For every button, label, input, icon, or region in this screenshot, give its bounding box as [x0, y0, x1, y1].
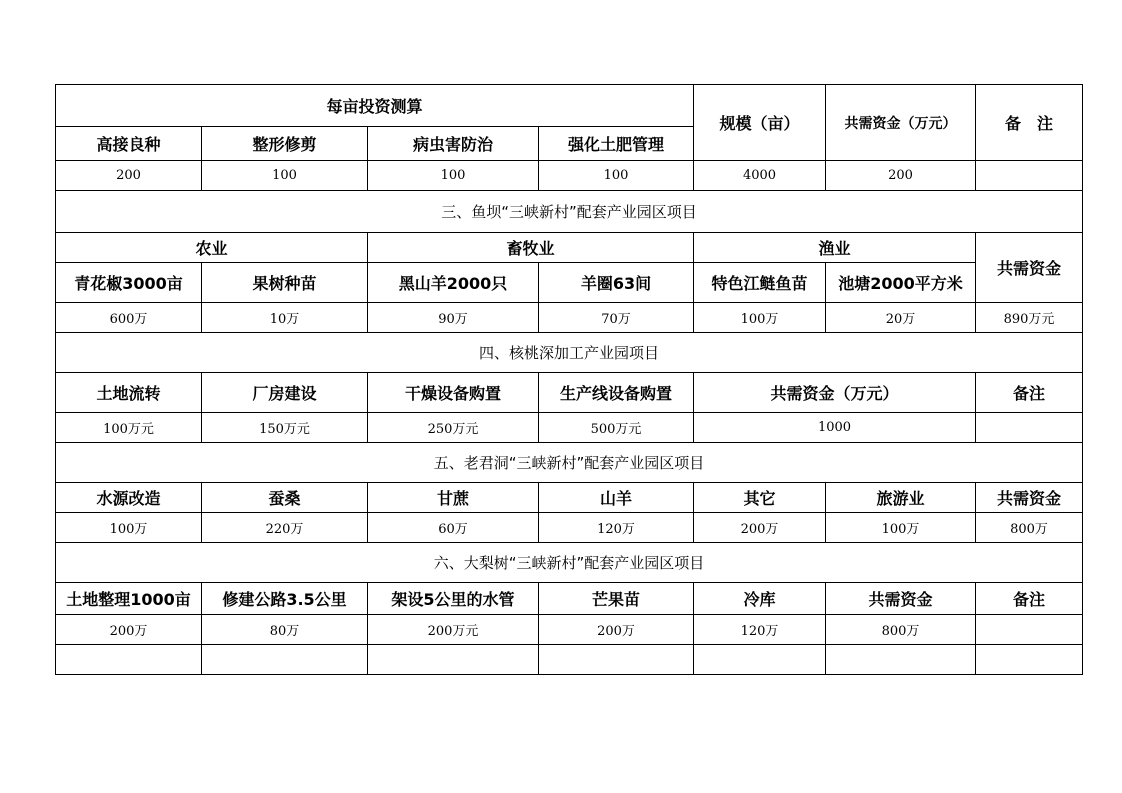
notes-header: 备注: [976, 373, 1083, 413]
value-cell: [976, 615, 1083, 645]
header-cell: 芒果苗: [539, 583, 694, 615]
total-funds-header: 共需资金: [826, 583, 976, 615]
value-cell: 200万: [694, 513, 826, 543]
value-cell: 10万: [202, 303, 368, 333]
value-cell: 600万: [56, 303, 202, 333]
value-cell: 100: [368, 161, 539, 191]
notes-header: 备 注: [976, 85, 1083, 161]
empty-cell: [368, 645, 539, 675]
value-cell: 200: [56, 161, 202, 191]
table-row: [56, 413, 1083, 443]
header-cell: 山羊: [539, 483, 694, 513]
section-title: 四、核桃深加工产业园项目: [56, 333, 1083, 373]
section-title: 三、鱼坝“三峡新村”配套产业园区项目: [56, 191, 1083, 233]
empty-cell: [694, 645, 826, 675]
value-cell: 60万: [368, 513, 539, 543]
value-cell: 200万元: [368, 615, 539, 645]
per-mu-investment-title: 每亩投资测算: [56, 85, 694, 127]
value-cell: 100万: [826, 513, 976, 543]
total-funds-header: 共需资金: [976, 483, 1083, 513]
value-cell: 200万: [56, 615, 202, 645]
empty-cell: [826, 645, 976, 675]
empty-cell: [539, 645, 694, 675]
header-cell: 水源改造: [56, 483, 202, 513]
header-cell: 高接良种: [56, 127, 202, 161]
header-cell: 其它: [694, 483, 826, 513]
header-cell: 青花椒3000亩: [56, 263, 202, 303]
header-cell: 修建公路3.5公里: [202, 583, 368, 615]
value-cell: 20万: [826, 303, 976, 333]
empty-cell: [56, 645, 202, 675]
total-funds-header: 共需资金: [976, 233, 1083, 303]
value-cell: 120万: [539, 513, 694, 543]
value-cell: 100万: [56, 513, 202, 543]
value-cell: 500万元: [539, 413, 694, 443]
value-cell: 100万元: [56, 413, 202, 443]
header-cell: 强化土肥管理: [539, 127, 694, 161]
header-cell: 池塘2000平方米: [826, 263, 976, 303]
value-cell: 120万: [694, 615, 826, 645]
value-cell: 90万: [368, 303, 539, 333]
value-cell: [976, 413, 1083, 443]
total-funds-header: 共需资金（万元）: [826, 85, 976, 161]
value-cell: 100万: [694, 303, 826, 333]
value-cell: 100: [539, 161, 694, 191]
header-cell: 冷库: [694, 583, 826, 615]
value-cell: 800万: [976, 513, 1083, 543]
value-cell: 150万元: [202, 413, 368, 443]
value-cell: 800万: [826, 615, 976, 645]
header-cell: 特色江鲢鱼苗: [694, 263, 826, 303]
value-cell: 4000: [694, 161, 826, 191]
header-cell: 羊圈63间: [539, 263, 694, 303]
total-funds-header: 共需资金（万元）: [694, 373, 976, 413]
header-cell: 厂房建设: [202, 373, 368, 413]
header-cell: 旅游业: [826, 483, 976, 513]
section-title: 五、老君洞“三峡新村”配套产业园区项目: [56, 443, 1083, 483]
value-cell: 220万: [202, 513, 368, 543]
table-row: [56, 161, 1083, 191]
table-row: [56, 513, 1083, 543]
header-cell: 整形修剪: [202, 127, 368, 161]
section-title: 六、大梨树“三峡新村”配套产业园区项目: [56, 543, 1083, 583]
value-cell: 250万元: [368, 413, 539, 443]
group-header-livestock: 畜牧业: [368, 233, 694, 263]
header-cell: 土地整理1000亩: [56, 583, 202, 615]
empty-cell: [976, 645, 1083, 675]
scale-header: 规模（亩）: [694, 85, 826, 161]
header-cell: 干燥设备购置: [368, 373, 539, 413]
value-cell: 890万元: [976, 303, 1083, 333]
empty-row: [56, 645, 1083, 675]
header-cell: 土地流转: [56, 373, 202, 413]
header-cell: 甘蔗: [368, 483, 539, 513]
header-cell: 果树种苗: [202, 263, 368, 303]
group-header-fishery: 渔业: [694, 233, 976, 263]
header-cell: 架设5公里的水管: [368, 583, 539, 615]
value-cell: 70万: [539, 303, 694, 333]
header-cell: 病虫害防治: [368, 127, 539, 161]
table-row: [56, 615, 1083, 645]
empty-cell: [202, 645, 368, 675]
header-cell: 蚕桑: [202, 483, 368, 513]
value-cell: [976, 161, 1083, 191]
header-cell: 黑山羊2000只: [368, 263, 539, 303]
table-row: [56, 303, 1083, 333]
header-cell: 生产线设备购置: [539, 373, 694, 413]
value-cell: 200万: [539, 615, 694, 645]
value-cell: 80万: [202, 615, 368, 645]
value-cell: 1000: [694, 413, 976, 443]
value-cell: 100: [202, 161, 368, 191]
value-cell: 200: [826, 161, 976, 191]
group-header-agriculture: 农业: [56, 233, 368, 263]
notes-header: 备注: [976, 583, 1083, 615]
investment-table: [55, 84, 1083, 675]
